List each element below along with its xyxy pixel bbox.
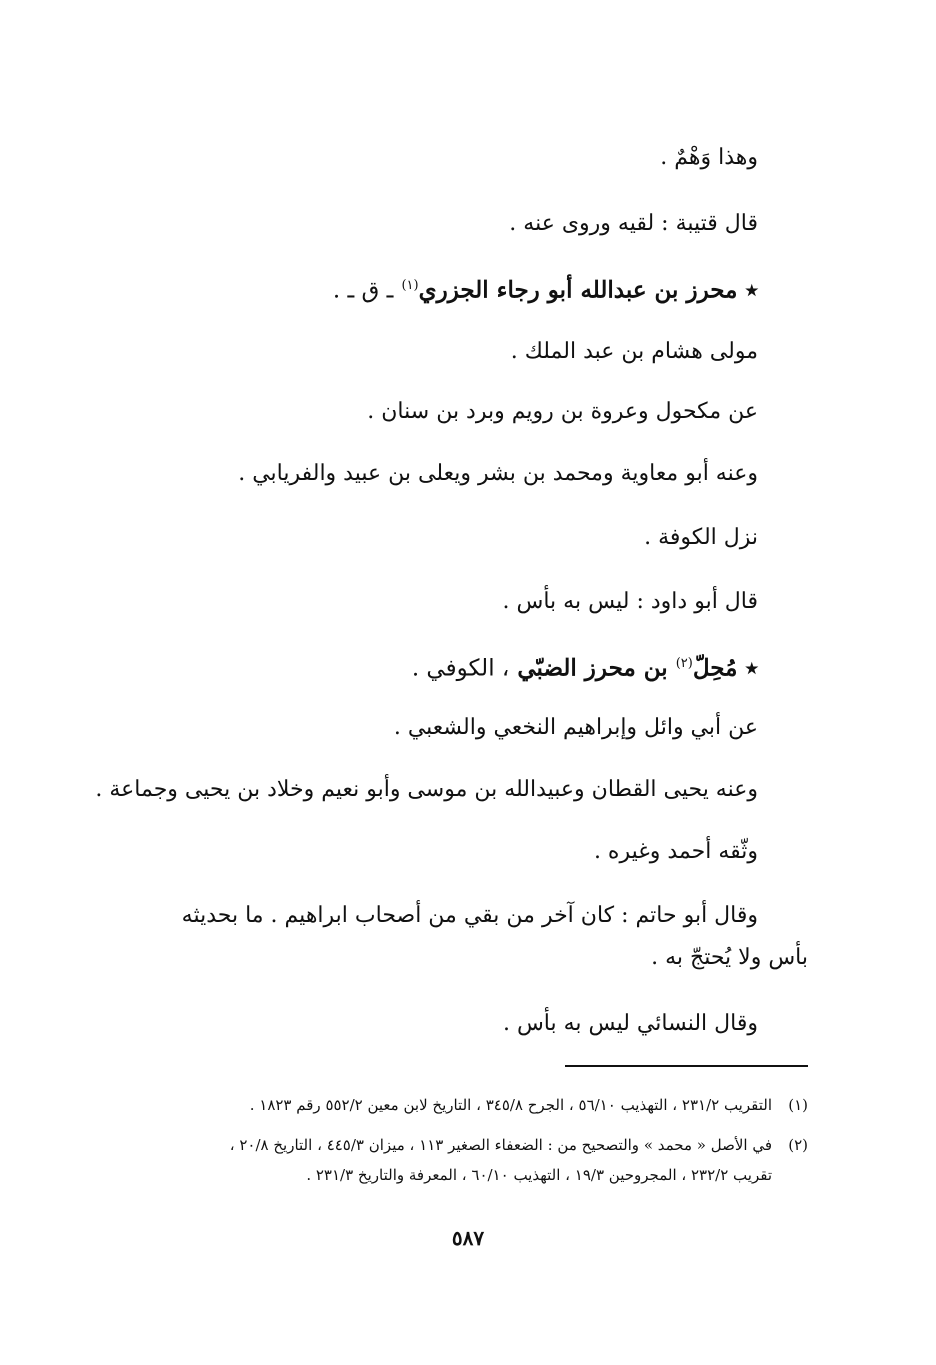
footnote-text: التقريب ٢٣١/٢ ، التهذيب ٥٦/١٠ ، الجرح ٣٤٥/٨ ، التاريخ لابن معين ٥٥٢/٢ رقم ١٨٢٣ . xyxy=(249,1096,772,1114)
entry-star: ٭ xyxy=(745,654,758,682)
footnote-number: (٢) xyxy=(788,1136,808,1154)
footnote-ref: (٢) xyxy=(675,656,693,671)
text-line: نزل الكوفة . xyxy=(644,525,758,550)
entry-name: محرز بن عبدالله أبو رجاء الجزري xyxy=(418,276,738,304)
entry-tail: ، الكوفي . xyxy=(411,655,510,682)
text-line: وثّقه أحمد وغيره . xyxy=(593,839,758,864)
text-line: وعنه يحيى القطان وعبيدالله بن موسى وأبو نعيم وخلاد بن يحيى وجماعة . xyxy=(95,777,758,802)
page-number: ٥٨٧ xyxy=(451,1226,485,1250)
text-line: عن مكحول وعروة بن رويم وبرد بن سنان . xyxy=(367,399,758,424)
text-line: وهذا وَهْمٌ . xyxy=(660,145,758,170)
text-line: وقال أبو حاتم : كان آخر من بقي من أصحاب ابراهيم . ما بحديثه xyxy=(181,903,758,928)
text-line: بأس ولا يُحتجّ به . xyxy=(651,945,808,970)
footnote-continuation: تقريب ٢٣٢/٢ ، المجروحين ١٩/٣ ، التهذيب ٦٠/١٠ ، المعرفة والتاريخ ٢٣١/٣ . xyxy=(306,1166,772,1184)
text-line: عن أبي وائل وإبراهيم النخعي والشعبي . xyxy=(393,715,758,740)
entry-heading xyxy=(333,270,758,307)
text-line: قال أبو داود : ليس به بأس . xyxy=(502,589,758,614)
entry-star: ٭ xyxy=(745,276,758,304)
entry-name-rest: بن محرز الضبّي xyxy=(517,654,668,682)
entry-heading xyxy=(412,648,758,685)
footnote-text: في الأصل « محمد » والتصحيح من : الضعفاء الصغير ١١٣ ، ميزان ٤٤٥/٣ ، التاريخ ٢٠/٨ ، xyxy=(229,1136,772,1154)
entry-tail: ـ ق ـ . xyxy=(332,277,394,304)
text-line: قال قتيبة : لقيه وروى عنه . xyxy=(509,211,758,236)
footnote-1 xyxy=(250,1094,808,1116)
footnote-separator xyxy=(565,1065,808,1067)
text-line: وعنه أبو معاوية ومحمد بن بشر ويعلى بن عبيد والفريابي . xyxy=(238,461,758,486)
footnote-2 xyxy=(230,1134,808,1156)
footnote-ref: (١) xyxy=(401,278,419,293)
footnote-number: (١) xyxy=(788,1096,808,1114)
text-line: وقال النسائي ليس به بأس . xyxy=(502,1011,758,1036)
entry-name: مُحِلّ xyxy=(692,654,738,682)
text-line: مولى هشام بن عبد الملك . xyxy=(510,339,758,364)
